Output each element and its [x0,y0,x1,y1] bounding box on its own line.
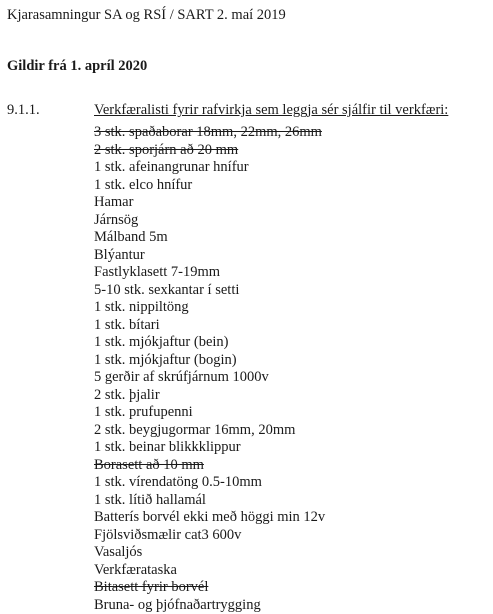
section-number: 9.1.1. [7,101,40,119]
tool-list-item: Bruna- og þjófnaðartrygging [94,597,325,614]
tool-list-item: 5-10 stk. sexkantar í setti [94,282,325,300]
tool-list-item-struck: Borasett að 10 mm [94,457,325,475]
tool-list-item: Járnsög [94,212,325,230]
tool-list-item: Blýantur [94,247,325,265]
tool-list-item: 2 stk. þjalir [94,387,325,405]
tool-list-item: 1 stk. mjókjaftur (bein) [94,334,325,352]
tool-list-item: 1 stk. vírendatöng 0.5-10mm [94,474,325,492]
tool-list [94,124,325,614]
tool-list-item: 5 gerðir af skrúfjárnum 1000v [94,369,325,387]
tool-list-item: 1 stk. prufupenni [94,404,325,422]
tool-list-item: 1 stk. elco hnífur [94,177,325,195]
tool-list-item: 1 stk. mjókjaftur (bogin) [94,352,325,370]
tool-list-item: 1 stk. nippiltöng [94,299,325,317]
section-heading: Verkfæralisti fyrir rafvirkja sem leggja sér sjálfir til verkfæri: [94,101,448,119]
document-header: Kjarasamningur SA og RSÍ / SART 2. maí 2019 [7,6,286,24]
tool-list-item: Vasaljós [94,544,325,562]
tool-list-item: Málband 5m [94,229,325,247]
effective-date-heading: Gildir frá 1. apríl 2020 [7,57,147,75]
tool-list-item-struck: 2 stk. sporjárn að 20 mm [94,142,325,160]
tool-list-item: 1 stk. lítið hallamál [94,492,325,510]
tool-list-item: Hamar [94,194,325,212]
tool-list-item: Verkfærataska [94,562,325,580]
tool-list-item: 1 stk. beinar blikkklippur [94,439,325,457]
tool-list-item: Fastlyklasett 7-19mm [94,264,325,282]
tool-list-item: 1 stk. bítari [94,317,325,335]
tool-list-item-struck: 3 stk. spaðaborar 18mm, 22mm, 26mm [94,124,325,142]
tool-list-item: Fjölsviðsmælir cat3 600v [94,527,325,545]
tool-list-item: 2 stk. beygjugormar 16mm, 20mm [94,422,325,440]
tool-list-item: Batterís borvél ekki með höggi min 12v [94,509,325,527]
tool-list-item: 1 stk. afeinangrunar hnífur [94,159,325,177]
tool-list-item-struck: Bitasett fyrir borvél [94,579,325,597]
